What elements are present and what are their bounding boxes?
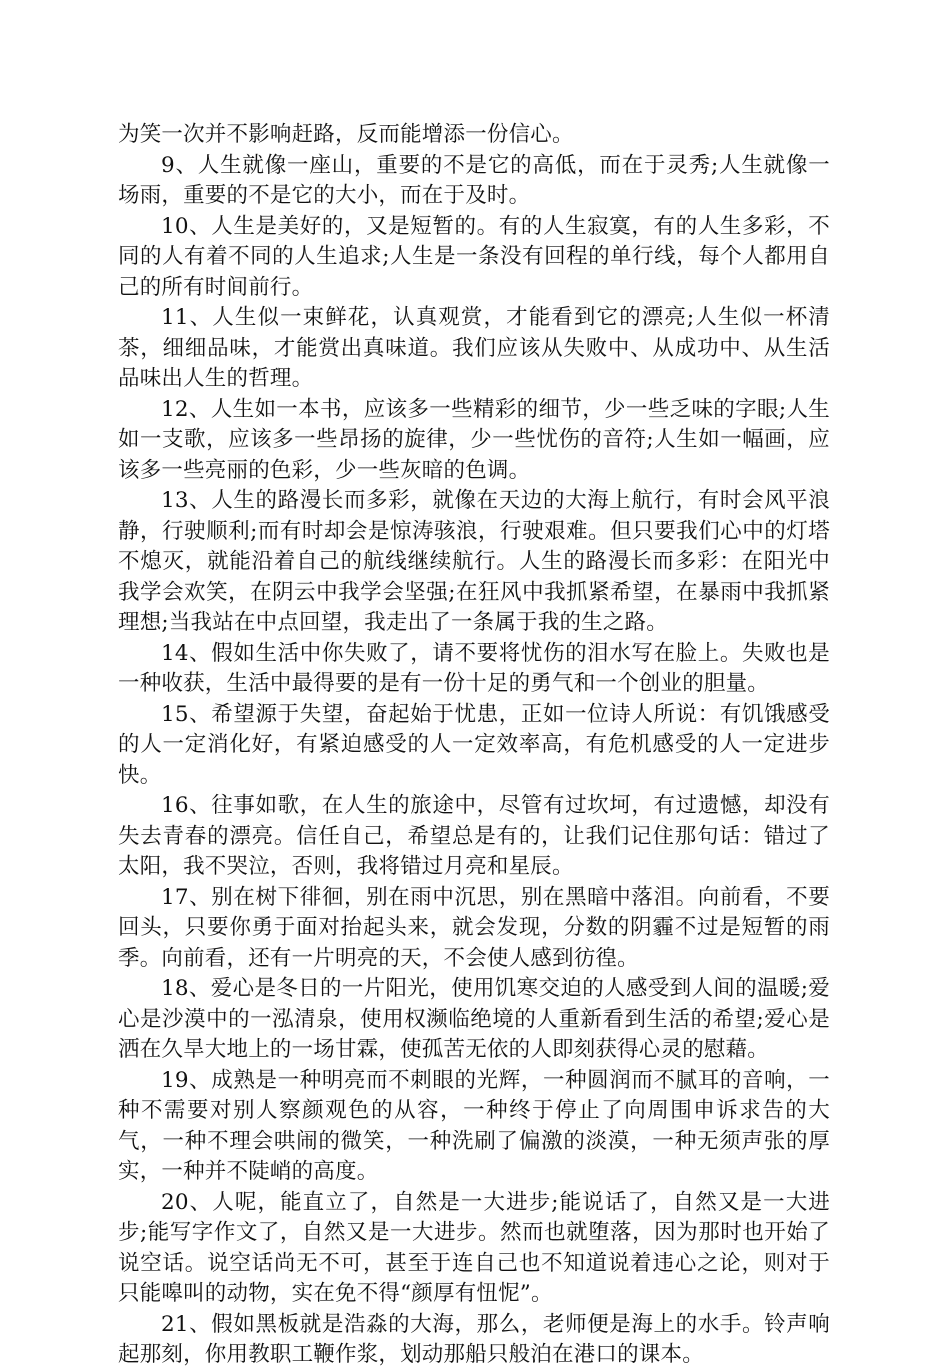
paragraph-item-18: 18、爱心是冬日的一片阳光，使用饥寒交迫的人感受到人间的温暖;爱心是沙漠中的一泓清泉，使用权濒临绝境的人重新看到生活的希望;爱心是洒在久旱大地上的一场甘霖，使孤苦无依的人即刻获得心灵的慰藉。 (118, 976, 830, 1062)
paragraph-item-20: 20、人呢，能直立了，自然是一大进步;能说话了，自然又是一大进步;能写字作文了，自然又是一大进步。然而也就堕落，因为那时也开始了说空话。说空话尚无不可，甚至于连自己也不知道说着违心之论，则对于只能嗥叫的动物，实在免不得“颜厚有忸怩”。 (118, 1189, 830, 1306)
document-body (118, 120, 830, 1371)
paragraph-item-16: 16、往事如歌，在人生的旅途中，尽管有过坎坷，有过遗憾，却没有失去青春的漂亮。信任自己，希望总是有的，让我们记住那句话：错过了太阳，我不哭泣，否则，我将错过月亮和星辰。 (118, 793, 830, 879)
paragraph-item-21: 21、假如黑板就是浩淼的大海，那么，老师便是海上的水手。铃声响起那刻，你用教职工鞭作浆，划动那船只般泊在港口的课本。 (118, 1311, 830, 1367)
paragraph-item-14: 14、假如生活中你失败了，请不要将忧伤的泪水写在脸上。失败也是一种收获，生活中最得要的是有一份十足的勇气和一个创业的胆量。 (118, 640, 830, 696)
paragraph-item-10: 10、人生是美好的，又是短暂的。有的人生寂寞，有的人生多彩，不同的人有着不同的人生追求;人生是一条没有回程的单行线，每个人都用自己的所有时间前行。 (118, 213, 830, 300)
paragraph-item-15: 15、希望源于失望，奋起始于忧患，正如一位诗人所说：有饥饿感受的人一定消化好，有紧迫感受的人一定效率高，有危机感受的人一定进步快。 (118, 701, 830, 788)
paragraph-continuation: 为笑一次并不影响赶路，反而能增添一份信心。 (118, 122, 574, 147)
paragraph-item-13: 13、人生的路漫长而多彩，就像在天边的大海上航行，有时会风平浪静，行驶顺利;而有时却会是惊涛骇浪，行驶艰难。但只要我们心中的灯塔不熄灭，就能沿着自己的航线继续航行。人生的路漫长而多彩：在阳光中我学会欢笑，在阴云中我学会坚强;在狂风中我抓紧希望，在暴雨中我抓紧理想;当我站在中点回望，我走出了一条属于我的生之路。 (118, 488, 830, 635)
paragraph-item-11: 11、人生似一束鲜花，认真观赏，才能看到它的漂亮;人生似一杯清茶，细细品味，才能赏出真味道。我们应该从失败中、从成功中、从生活品味出人生的哲理。 (118, 305, 830, 391)
paragraph-item-19: 19、成熟是一种明亮而不刺眼的光辉，一种圆润而不腻耳的音响，一种不需要对别人察颜观色的从容，一种终于停止了向周围申诉求告的大气，一种不理会哄闹的微笑，一种洗刷了偏激的淡漠，一种无须声张的厚实，一种并不陡峭的高度。 (118, 1067, 830, 1184)
paragraph-item-9: 9、人生就像一座山，重要的不是它的高低，而在于灵秀;人生就像一场雨，重要的不是它的大小，而在于及时。 (118, 152, 830, 208)
paragraph-item-17: 17、别在树下徘徊，别在雨中沉思，别在黑暗中落泪。向前看，不要回头，只要你勇于面对抬起头来，就会发现，分数的阴霾不过是短暂的雨季。向前看，还有一片明亮的天，不会使人感到彷徨。 (118, 884, 830, 971)
paragraph-item-12: 12、人生如一本书，应该多一些精彩的细节，少一些乏味的字眼;人生如一支歌，应该多一些昂扬的旋律，少一些忧伤的音符;人生如一幅画，应该多一些亮丽的色彩，少一些灰暗的色调。 (118, 396, 830, 483)
